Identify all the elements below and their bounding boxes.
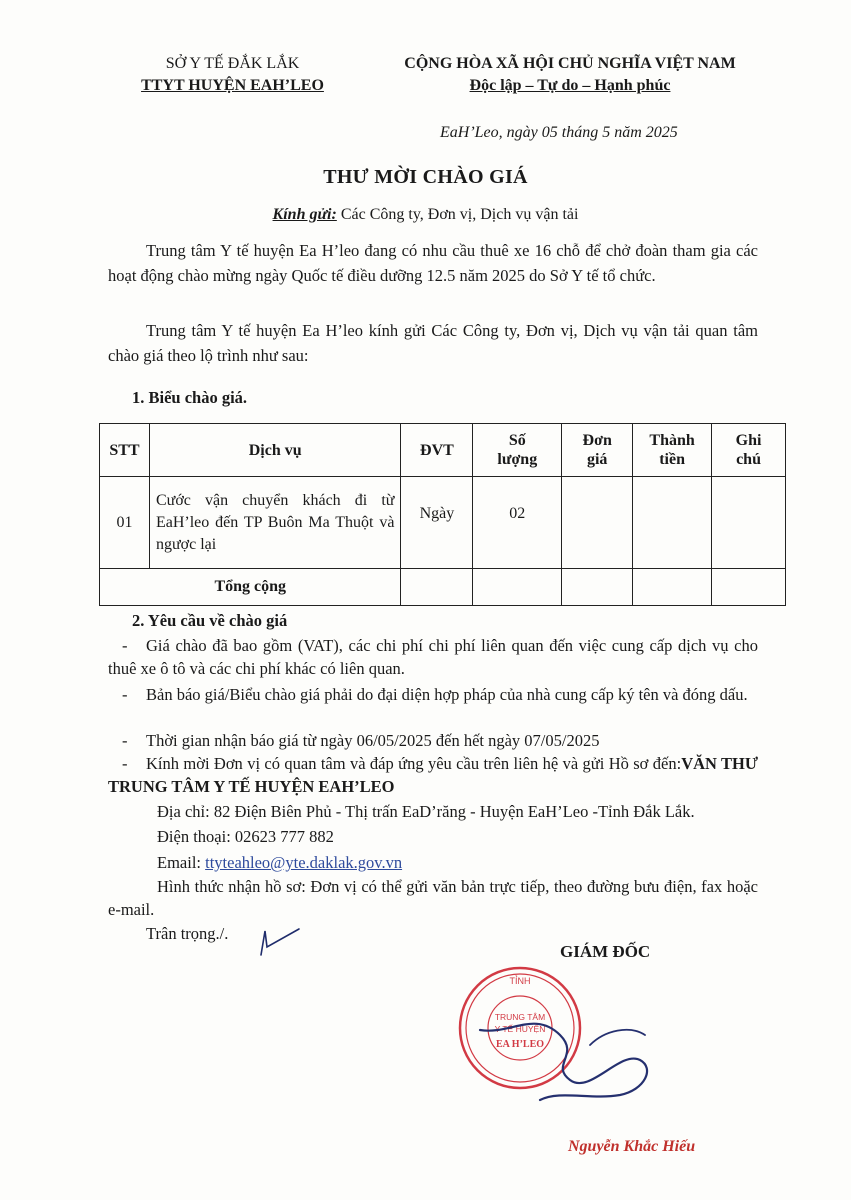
requirement-item: - Giá chào đã bao gồm (VAT), các chi phí chi phí liên quan đến việc cung cấp dịch vụ cho thuê xe ô tô và các chi phí khác có liên quan. <box>108 636 758 678</box>
submission-method: Hình thức nhận hồ sơ: Đơn vị có thể gửi văn bản trực tiếp, theo đường bưu điện, fax hoặc e-mail. <box>108 877 758 919</box>
cell-total-label: Tổng cộng <box>100 569 401 606</box>
signer-position: GIÁM ĐỐC <box>560 942 651 961</box>
closing-text: Trân trọng./. <box>146 924 229 943</box>
cell-note <box>712 477 786 569</box>
cell-unit-price <box>562 477 633 569</box>
table-row <box>100 477 786 569</box>
issuer-department: SỞ Y TẾ ĐẮK LẮK <box>165 55 300 72</box>
header-stt: STT <box>100 424 150 477</box>
header-amount: Thành tiền <box>633 424 712 477</box>
document-title: THƯ MỜI CHÀO GIÁ <box>323 166 528 188</box>
contact-address: Địa chỉ: 82 Điện Biên Phủ - Thị trấn EaD’răng - Huyện EaH’Leo -Tỉnh Đắk Lắk. <box>157 802 695 821</box>
request-paragraph: Trung tâm Y tế huyện Ea H’leo kính gửi Các Công ty, Đơn vị, Dịch vụ vận tải quan tâm chào giá theo lộ trình như sau: <box>108 321 758 365</box>
contact-phone: Điện thoại: 02623 777 882 <box>157 827 334 846</box>
intro-paragraph: Trung tâm Y tế huyện Ea H’leo đang có nhu cầu thuê xe 16 chỗ để chở đoàn tham gia các hoạt động chào mừng ngày Quốc tế điều dưỡng 12.5 năm 2025 do Sở Y tế tổ chức. <box>108 241 758 285</box>
requirement-item: - Bản báo giá/Biểu chào giá phải do đại diện hợp pháp của nhà cung cấp ký tên và đóng dấu. <box>122 685 748 704</box>
table-total-row <box>100 569 786 606</box>
header-note: Ghi chú <box>712 424 786 477</box>
section-1-heading: 1. Biểu chào giá. <box>132 388 248 407</box>
national-motto-block <box>370 53 770 97</box>
cell-service: Cước vận chuyển khách đi từ EaH’leo đến TP Buôn Ma Thuột và ngược lại <box>149 477 400 569</box>
cell-quantity: 02 <box>473 477 562 569</box>
signer-name: Nguyễn Khắc Hiếu <box>568 1138 696 1155</box>
svg-text:TỈNH: TỈNH <box>509 976 531 986</box>
issuer-unit: TTYT HUYỆN EAH’LEO <box>141 77 324 94</box>
national-name: CỘNG HÒA XÃ HỘI CHỦ NGHĨA VIỆT NAM <box>404 55 736 72</box>
cell-amount <box>633 477 712 569</box>
header-quantity: Số lượng <box>473 424 562 477</box>
price-table <box>99 423 786 606</box>
recipient-text: Các Công ty, Đơn vị, Dịch vụ vận tải <box>336 206 579 223</box>
svg-text:Y TẾ HUYỆN: Y TẾ HUYỆN <box>494 1024 546 1034</box>
svg-text:EA H’LEO: EA H’LEO <box>495 1039 545 1050</box>
section-2-heading: 2. Yêu cầu về chào giá <box>132 611 288 630</box>
recipient-line <box>0 206 851 224</box>
requirement-item: - Thời gian nhận báo giá từ ngày 06/05/2025 đến hết ngày 07/05/2025 <box>122 731 600 750</box>
requirement-item: - Kính mời Đơn vị có quan tâm và đáp ứng yêu cầu trên liên hệ và gửi Hồ sơ đến:VĂN THƯ TRUNG TÂM Y TẾ HUYỆN EAH’LEO <box>108 754 759 796</box>
recipient-office: VĂN THƯ TRUNG TÂM Y TẾ HUYỆN EAH’LEO <box>108 754 759 796</box>
contact-email-line: Email: ttyteahleo@yte.daklak.gov.vn <box>157 853 403 872</box>
issuer-block <box>110 53 355 97</box>
national-motto: Độc lập – Tự do – Hạnh phúc <box>469 77 671 94</box>
document-date: EaH’Leo, ngày 05 tháng 5 năm 2025 <box>440 124 678 141</box>
header-unit-price: Đơn giá <box>562 424 633 477</box>
table-header-row <box>100 424 786 477</box>
header-unit: ĐVT <box>401 424 473 477</box>
cell-unit: Ngày <box>401 477 473 569</box>
contact-email-link[interactable]: ttyteahleo@yte.daklak.gov.vn <box>205 853 403 872</box>
cell-stt: 01 <box>100 477 150 569</box>
initial-mark-icon <box>255 925 305 959</box>
svg-text:TRUNG TÂM: TRUNG TÂM <box>494 1012 546 1022</box>
recipient-label: Kính gửi: <box>272 206 337 223</box>
header-service: Dịch vụ <box>149 424 400 477</box>
handwritten-signature-icon <box>440 990 670 1120</box>
